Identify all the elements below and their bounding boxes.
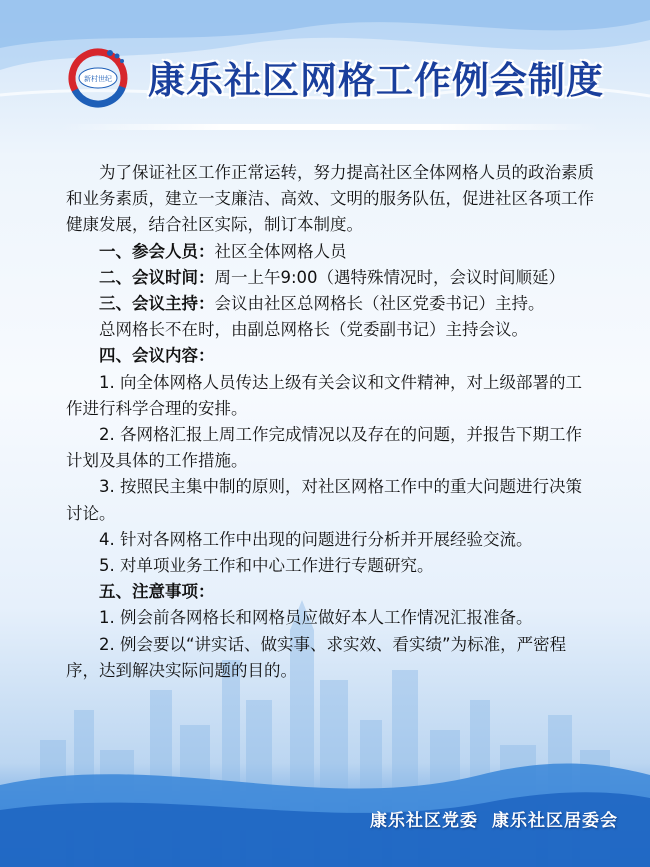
content-item: 3. 按照民主集中制的原则，对社区网格工作中的重大问题进行决策讨论。 (66, 477, 582, 523)
content-item: 4. 针对各网格工作中出现的问题进行分析并开展经验交流。 (99, 529, 533, 549)
section-heading: 二、会议时间： (99, 267, 215, 287)
issuer-party-committee: 康乐社区党委 (370, 811, 478, 831)
section-text: 周一上午9:00（遇特殊情况时，会议时间顺延） (214, 267, 566, 287)
content-item: 5. 对单项业务工作和中心工作进行专题研究。 (99, 556, 434, 576)
section-heading: 三、会议主持： (99, 294, 215, 314)
notes-item: 1. 例会前各网格长和网格员应做好本人工作情况汇报准备。 (99, 608, 533, 628)
page-title: 康乐社区网格工作例会制度 (148, 59, 604, 102)
section-heading: 四、会议内容： (99, 346, 215, 366)
section-attendees (66, 239, 596, 265)
community-logo (62, 44, 134, 108)
section-text: 社区全体网格人员 (214, 241, 347, 261)
section-content-heading (66, 343, 596, 369)
intro-paragraph: 为了保证社区工作正常运转，努力提高社区全体网格人员的政治素质和业务素质，建立一支廉洁、高效、文明的服务队伍，促进社区各项工作健康发展，结合社区实际，制订本制度。 (66, 163, 594, 235)
section-text: 会议由社区总网格长（社区党委书记）主持。 (214, 294, 545, 314)
issuer-footer (370, 806, 618, 831)
section-notes-heading (66, 579, 596, 605)
section-heading: 一、参会人员： (99, 241, 215, 261)
notes-item: 2. 例会要以“讲实话、做实事、求实效、看实绩”为标准，严密程序，达到解决实际问题的目的。 (66, 634, 567, 680)
section-host (66, 291, 596, 317)
title-divider (60, 124, 600, 130)
logo-text: 新村世纪 (84, 75, 112, 83)
section-time (66, 265, 596, 291)
content-item: 1. 向全体网格人员传达上级有关会议和文件精神，对上级部署的工作进行科学合理的安排。 (66, 372, 582, 418)
section-heading: 五、注意事项： (99, 582, 215, 602)
issuer-residents-committee: 康乐社区居委会 (492, 811, 618, 831)
host-note: 总网格长不在时，由副总网格长（党委副书记）主持会议。 (99, 320, 528, 340)
regulation-body (66, 160, 596, 684)
content-item: 2. 各网格汇报上周工作完成情况以及存在的问题，并报告下期工作计划及具体的工作措施。 (66, 425, 582, 471)
